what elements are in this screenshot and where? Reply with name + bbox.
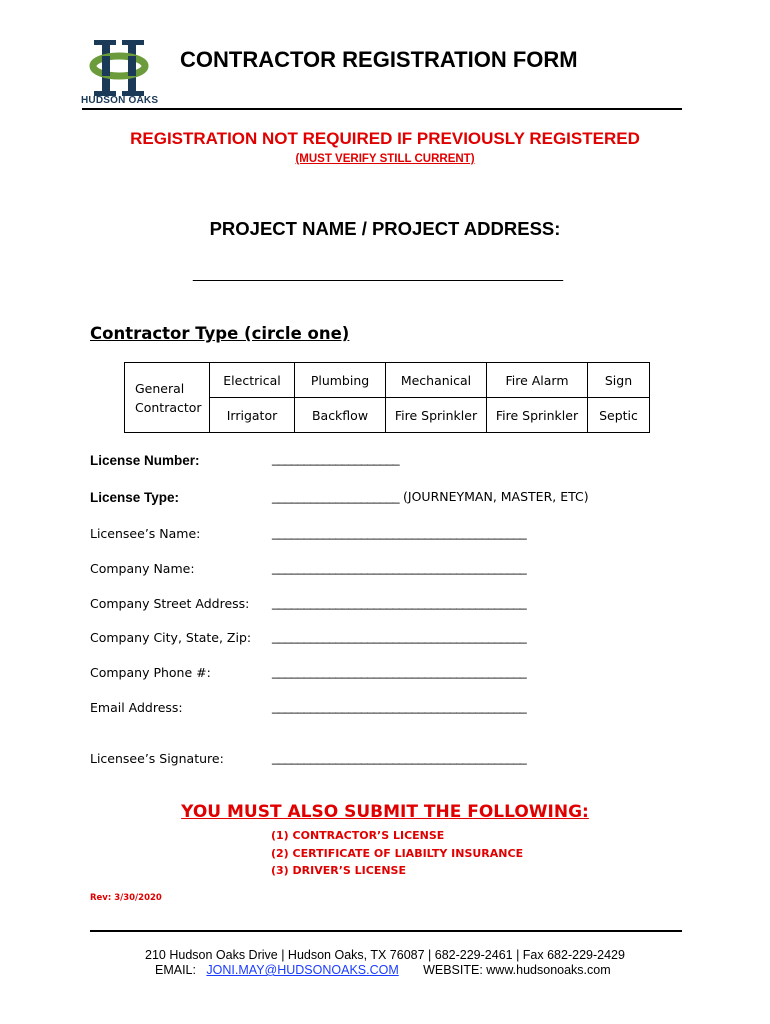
licensee-signature-label: Licensee’s Signature: [90,751,224,766]
licensee-name-label: Licensee’s Name: [90,526,201,541]
license-type-note: (JOURNEYMAN, MASTER, ETC) [399,489,589,504]
licensee-signature-field[interactable]: ________________________________________ [272,751,527,765]
license-number-label: License Number: [90,453,200,468]
license-type-label: License Type: [90,490,180,505]
licensee-name-field[interactable]: ________________________________________ [272,526,527,540]
company-name-field[interactable]: ________________________________________ [272,561,527,575]
type-irrigator[interactable]: Irrigator [210,398,295,433]
company-phone-label: Company Phone #: [90,665,211,680]
type-fire-sprinkler-2[interactable]: Fire Sprinkler [487,398,588,433]
type-plumbing[interactable]: Plumbing [295,363,386,398]
contractor-type-heading: Contractor Type (circle one) [90,324,350,343]
type-sign[interactable]: Sign [588,363,650,398]
email-address-field[interactable]: ________________________________________ [272,700,527,714]
submit-item: (1) CONTRACTOR’S LICENSE [271,829,445,842]
submit-heading: YOU MUST ALSO SUBMIT THE FOLLOWING: [181,802,589,822]
revision-date: Rev: 3/30/2020 [90,893,162,903]
submit-item: (3) DRIVER’S LICENSE [271,864,406,877]
footer-address: 210 Hudson Oaks Drive | Hudson Oaks, TX 76087 | 682-229-2461 | Fax 682-229-2429 [145,948,625,962]
contractor-type-table [124,362,650,433]
company-street-label: Company Street Address: [90,596,250,611]
company-city-label: Company City, State, Zip: [90,630,252,645]
type-general-contractor[interactable]: General Contractor [125,363,210,433]
registration-notice-sub: (MUST VERIFY STILL CURRENT) [295,153,475,165]
footer-email-link[interactable]: JONI.MAY@HUDSONOAKS.COM [206,963,399,977]
registration-notice: REGISTRATION NOT REQUIRED IF PREVIOUSLY REGISTERED [130,129,640,148]
header-divider [82,108,682,110]
type-backflow[interactable]: Backflow [295,398,386,433]
license-number-field[interactable]: ____________________ [272,452,400,466]
footer-divider [90,930,682,932]
page-title: CONTRACTOR REGISTRATION FORM [180,47,578,72]
submit-item: (2) CERTIFICATE OF LIABILTY INSURANCE [271,847,524,860]
type-fire-sprinkler[interactable]: Fire Sprinkler [386,398,487,433]
company-city-field[interactable]: ________________________________________ [272,630,527,644]
footer-email-label: EMAIL: [155,963,196,977]
email-address-label: Email Address: [90,700,183,715]
type-mechanical[interactable]: Mechanical [386,363,487,398]
type-septic[interactable]: Septic [588,398,650,433]
footer-website: WEBSITE: www.hudsonoaks.com [423,963,611,977]
project-name-field[interactable]: ___________________________________________ [193,265,563,282]
type-fire-alarm[interactable]: Fire Alarm [487,363,588,398]
project-heading: PROJECT NAME / PROJECT ADDRESS: [209,218,561,239]
company-street-field[interactable]: ________________________________________ [272,596,527,610]
type-electrical[interactable]: Electrical [210,363,295,398]
license-type-field[interactable]: ____________________ (JOURNEYMAN, MASTER, ETC) [272,489,589,504]
company-name-label: Company Name: [90,561,195,576]
logo-wordmark: HUDSON OAKS [81,95,159,106]
company-phone-field[interactable]: ________________________________________ [272,665,527,679]
footer-contact [155,963,611,977]
